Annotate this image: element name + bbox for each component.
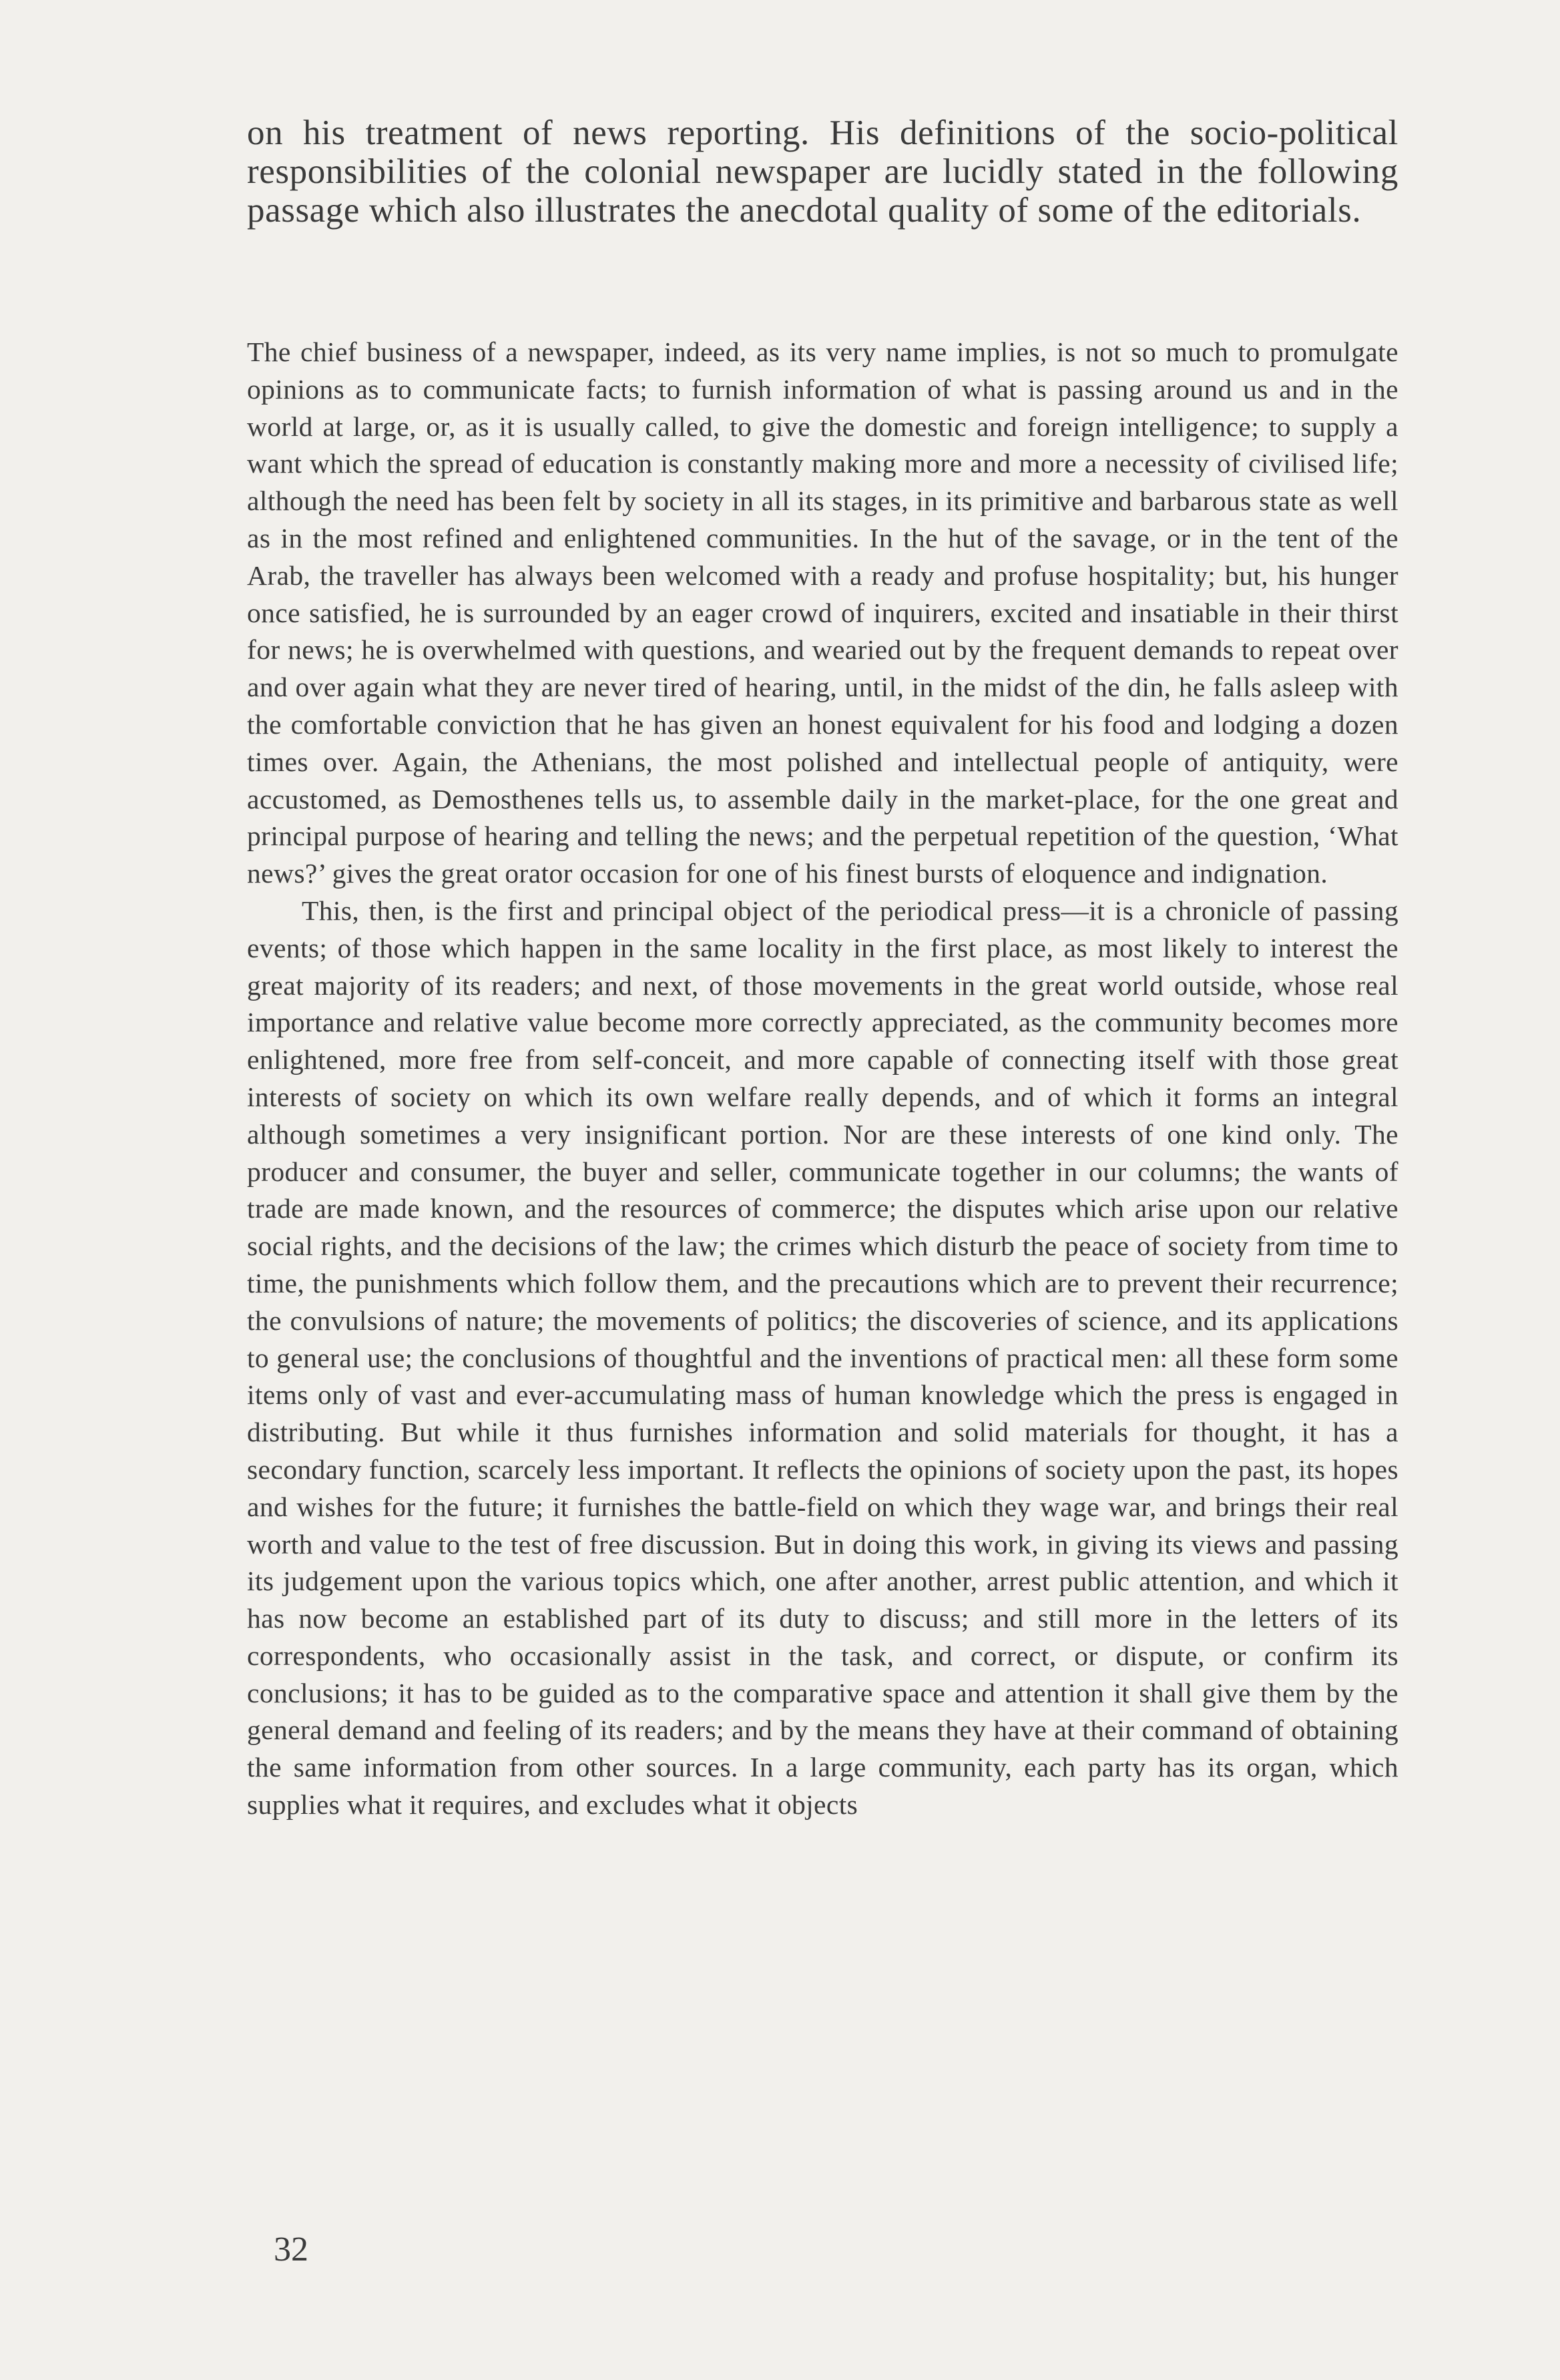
quote-paragraph-1: The chief business of a newspaper, indeed, as its very name implies, is not so much to promulgate opinions as to communicate facts; to furnish information of what is passing around us and in the world at large, or, as it is usually called, to give the domestic and foreign intelligence; to supply a want which the spread of education is constantly making more and more a necessity of civilised life; although the need has been felt by society in all its stages, in its primitive and barbarous state as well as in the most refined and enlightened communities. In the hut of the savage, or in the tent of the Arab, the traveller has always been welcomed with a ready and profuse hospitality; but, his hunger once satisfied, he is surrounded by an eager crowd of inquirers, excited and insatiable in their thirst for news; he is overwhelmed with questions, and wearied out by the frequent demands to repeat over and over again what they are never tired of hearing, until, in the midst of the din, he falls asleep with the comfortable conviction that he has given an honest equivalent for his food and lodging a dozen times over. Again, the Athenians, the most polished and intellectual people of antiquity, were accustomed, as Demosthenes tells us, to assemble daily in the market-place, for the one great and principal purpose of hearing and telling the news; and the perpetual repetition of the question, ‘What news?’ gives the great orator occasion for one of his finest bursts of eloquence and indignation. (247, 336, 1398, 889)
page-number: 32 (274, 2230, 308, 2269)
block-quote (247, 334, 1398, 1824)
intro-paragraph: on his treatment of news reporting. His definitions of the socio-political responsibilities of the colonial newspaper are lucidly stated in the following passage which also illustrates the anecdotal quality of some of the editorials. (247, 113, 1398, 230)
quote-paragraph-2: This, then, is the first and principal object of the periodical press—it is a chronicle of passing events; of those which happen in the same locality in the first place, as most likely to interest the great majority of its readers; and next, of those movements in the great world outside, whose real importance and relative value become more correctly appreciated, as the community becomes more enlightened, more free from self-conceit, and more capable of connecting itself with those great interests of society on which its own welfare really depends, and of which it forms an integral although sometimes a very insignificant portion. Nor are these interests of one kind only. The producer and consumer, the buyer and seller, communicate together in our columns; the wants of trade are made known, and the resources of commerce; the disputes which arise upon our relative social rights, and the decisions of the law; the crimes which disturb the peace of society from time to time, the punishments which follow them, and the precautions which are to prevent their recurrence; the convulsions of nature; the movements of politics; the discoveries of science, and its applications to general use; the conclusions of thoughtful and the inventions of practical men: all these form some items only of vast and ever-accumulating mass of human knowledge which the press is engaged in distributing. But while it thus furnishes information and solid materials for thought, it has a secondary function, scarcely less important. It reflects the opinions of society upon the past, its hopes and wishes for the future; it furnishes the battle-field on which they wage war, and brings their real worth and value to the test of free discussion. But in doing this work, in giving its views and passing its judgement upon the various topics which, one after another, arrest public attention, and which it has now become an established part of its duty to discuss; and still more in the letters of its correspondents, who occasionally assist in the task, and correct, or dispute, or confirm its conclusions; it has to be guided as to the comparative space and attention it shall give them by the general demand and feeling of its readers; and by the means they have at their command of obtaining the same information from other sources. In a large community, each party has its organ, which supplies what it requires, and excludes what it objects (247, 895, 1398, 1821)
